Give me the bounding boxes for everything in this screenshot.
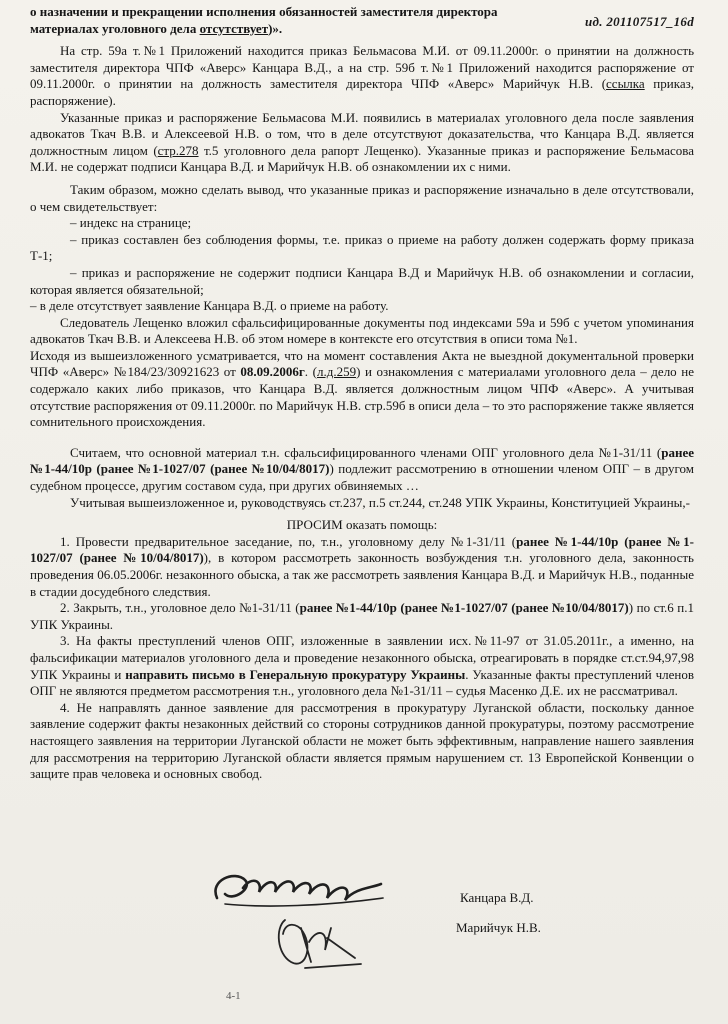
signatory-kantsara: Канцара В.Д.	[460, 890, 534, 905]
request-heading: ПРОСИМ оказать помощь:	[286, 517, 438, 533]
paragraph-act-text-b: . (	[304, 364, 317, 380]
paragraph-guided: Учитывая вышеизложенное и, руководствуясь ст.237, п.5 ст.244, ст.248 УПК Украины, Конституцией Украины,-	[70, 494, 690, 510]
paragraph-act-text-c: ) и ознакомления с материалами уголовного дела – дело не содержало каких либо приказов, что Канцара В.Д. является должностным лицом ЧПФ «Аверс». А учитывая отсутствие распоряжения от 09.11.2000г. по Марийчук Н.В. стр.59б в описи дела – то это распоряжение также является сомнительного происхождения.	[30, 364, 694, 430]
reference-link: ссылка	[606, 76, 645, 92]
paragraph-consider-text-b: ) подлежит рассмотрению в отношении членом ОПГ – в другом судебном процессе, другим составом суда, при других обвиняемых …	[30, 461, 694, 494]
request-2-text-a: 2. Закрыть, т.н., уголовное дело №1-31/11 (	[60, 600, 300, 616]
continuation-underlined: отсутствует	[199, 20, 269, 36]
signatory-mariychuk: Марийчук Н.В.	[456, 920, 541, 935]
act-date: 08.09.2006г	[240, 364, 305, 380]
request-3-text-b: . Указанные факты преступлений членов ОПГ не являются предметом рассмотрения т.н., уголовного дела №1-31/11 – судья Масенко Д.Е. их не рассматривал.	[30, 666, 694, 699]
continuation-text-1: о назначении и прекращении исполнения обязанностей заместителя директора	[30, 4, 498, 19]
case-sheet-link: л.д.259	[316, 364, 357, 380]
paragraph-consider-text-a: Считаем, что основной материал т.н. сфальсифицированного членами ОПГ уголовного дела №1-31/11 (	[70, 444, 662, 460]
paragraph-investigator: Следователь Лещенко вложил сфальсифицированные документы под индексами 59а и 59б с учетом упоминания адвокатов Ткач В.В. и Алексеева Н.В. об этом номере в контексте его отсутствия в описи тома №1.	[30, 314, 694, 347]
signature-block	[0, 858, 728, 988]
request-3-bold-phrase: направить письмо в Генеральную прокуратуру Украины	[125, 666, 466, 682]
evidence-item-signature: – приказ и распоряжение не содержит подписи Канцара В.Д и Марийчук Н.В. об ознакомлении и согласии, которая является обязательной;	[30, 264, 694, 297]
evidence-item-form: – приказ составлен без соблюдения формы, т.е. приказ о приеме на работу должен содержать форму приказа Т-1;	[30, 231, 694, 264]
paragraph-orders-text-b: приказ, распоряжение).	[30, 76, 694, 108]
request-1-text-b: ), в котором рассмотреть законность возбуждения т.н. уголовного дела, законность проведения 06.05.2006г. незаконного обыска, а так же рассмотреть заявления Канцара В.Д. и Марийчук Н.В., поданные в стадии досудебного следствия.	[30, 550, 694, 599]
paragraph-act-text-a: Исходя из вышеизложенного усматривается, что на момент составления Акта не выездной документальной проверки ЧПФ «Аверс» №184/23/30921623 от	[30, 347, 694, 380]
paragraph-appearance-text-b: т.5 уголовного дела рапорт Лещенко). Указанные приказ и распоряжение Бельмасова М.И. не содержат подписи Канцара В.Д. и Марийчук Н.В. об ознакомлении их с ними.	[30, 142, 694, 175]
page-reference-link: стр.278	[157, 142, 199, 158]
continuation-text-2: материалах уголовного дела	[30, 20, 197, 36]
request-item-1	[30, 534, 694, 600]
request-1-text-a: 1. Провести предварительное заседание, по, т.н., уголовному делу №1-31/11 (	[60, 533, 517, 549]
request-item-3	[30, 633, 694, 699]
footer-mark: 4-1	[226, 990, 241, 1002]
continuation-end: )».	[268, 20, 283, 36]
paragraph-orders	[30, 43, 694, 109]
handwritten-signatures-icon	[205, 858, 405, 983]
document-id-stamp: ид. 201107517_16d	[584, 14, 694, 29]
evidence-item-index: – индекс на странице;	[70, 215, 192, 231]
request-2-text-b: ) по ст.6 п.1 УПК Украины.	[30, 600, 695, 632]
paragraph-consider	[30, 445, 694, 495]
paragraph-appearance	[30, 110, 694, 176]
request-2-case-numbers: ранее №1-44/10р (ранее №1-1027/07 (ранее №10/04/8017)	[299, 600, 629, 616]
request-1-case-numbers: ранее №1-44/10р (ранее №1-1027/07 (ранее №10/04/8017)	[30, 533, 694, 566]
request-item-4: 4. Не направлять данное заявление для рассмотрения в прокуратуру Луганской области, поскольку данное заявление содержит факты незаконных действий со стороны сотрудников данной прокуратуры, поэтому рассмотрение настоящего заявления на территории Луганской области не может быть эффективным, направление нашего заявления для рассмотрения на территорию Луганской области является прямым нарушением ст. 13 Европейской Конвенции о защите прав человека и основных свобод.	[30, 699, 694, 782]
paragraph-act	[30, 348, 694, 431]
paragraph-orders-text-a: На стр. 59а т.№1 Приложений находится приказ Бельмасова М.И. от 09.11.2000г. о принятии на должность заместителя директора ЧПФ «Аверс» Канцара В.Д., а на стр. 59б т.№1 Приложений находится распоряжение от 09.11.2000г. о принятии на должность заместителя директора ЧПФ «Аверс» Марийчук Н.В. (	[30, 43, 694, 92]
request-3-text-a: 3. На факты преступлений членов ОПГ, изложенные в заявлении исх.№11-97 от 31.05.2011г., а именно, на фальсификации материалов уголовного дела и проведение незаконного обыска, отреагировать в порядке ст.ст.94,97,98 УПК Украины и	[30, 633, 694, 682]
evidence-item-application: – в деле отсутствует заявление Канцара В.Д. о приеме на работу.	[30, 298, 389, 314]
paragraph-appearance-text-a: Указанные приказ и распоряжение Бельмасова М.И. появились в материалах уголовного дела после заявления адвокатов Ткач В.В. и Алексеевой Н.В. о том, что в деле отсутствуют доказательства, что Канцара В.Д. является должностным лицом (	[30, 109, 694, 158]
request-item-2	[30, 600, 694, 633]
paragraph-conclusion: Таким образом, можно сделать вывод, что указанные приказ и распоряжение изначально в деле отсутствовали, о чем свидетельствует:	[30, 181, 694, 214]
case-numbers-bold: ранее №1-44/10р (ранее №1-1027/07 (ранее №10/04/8017)	[30, 444, 694, 477]
